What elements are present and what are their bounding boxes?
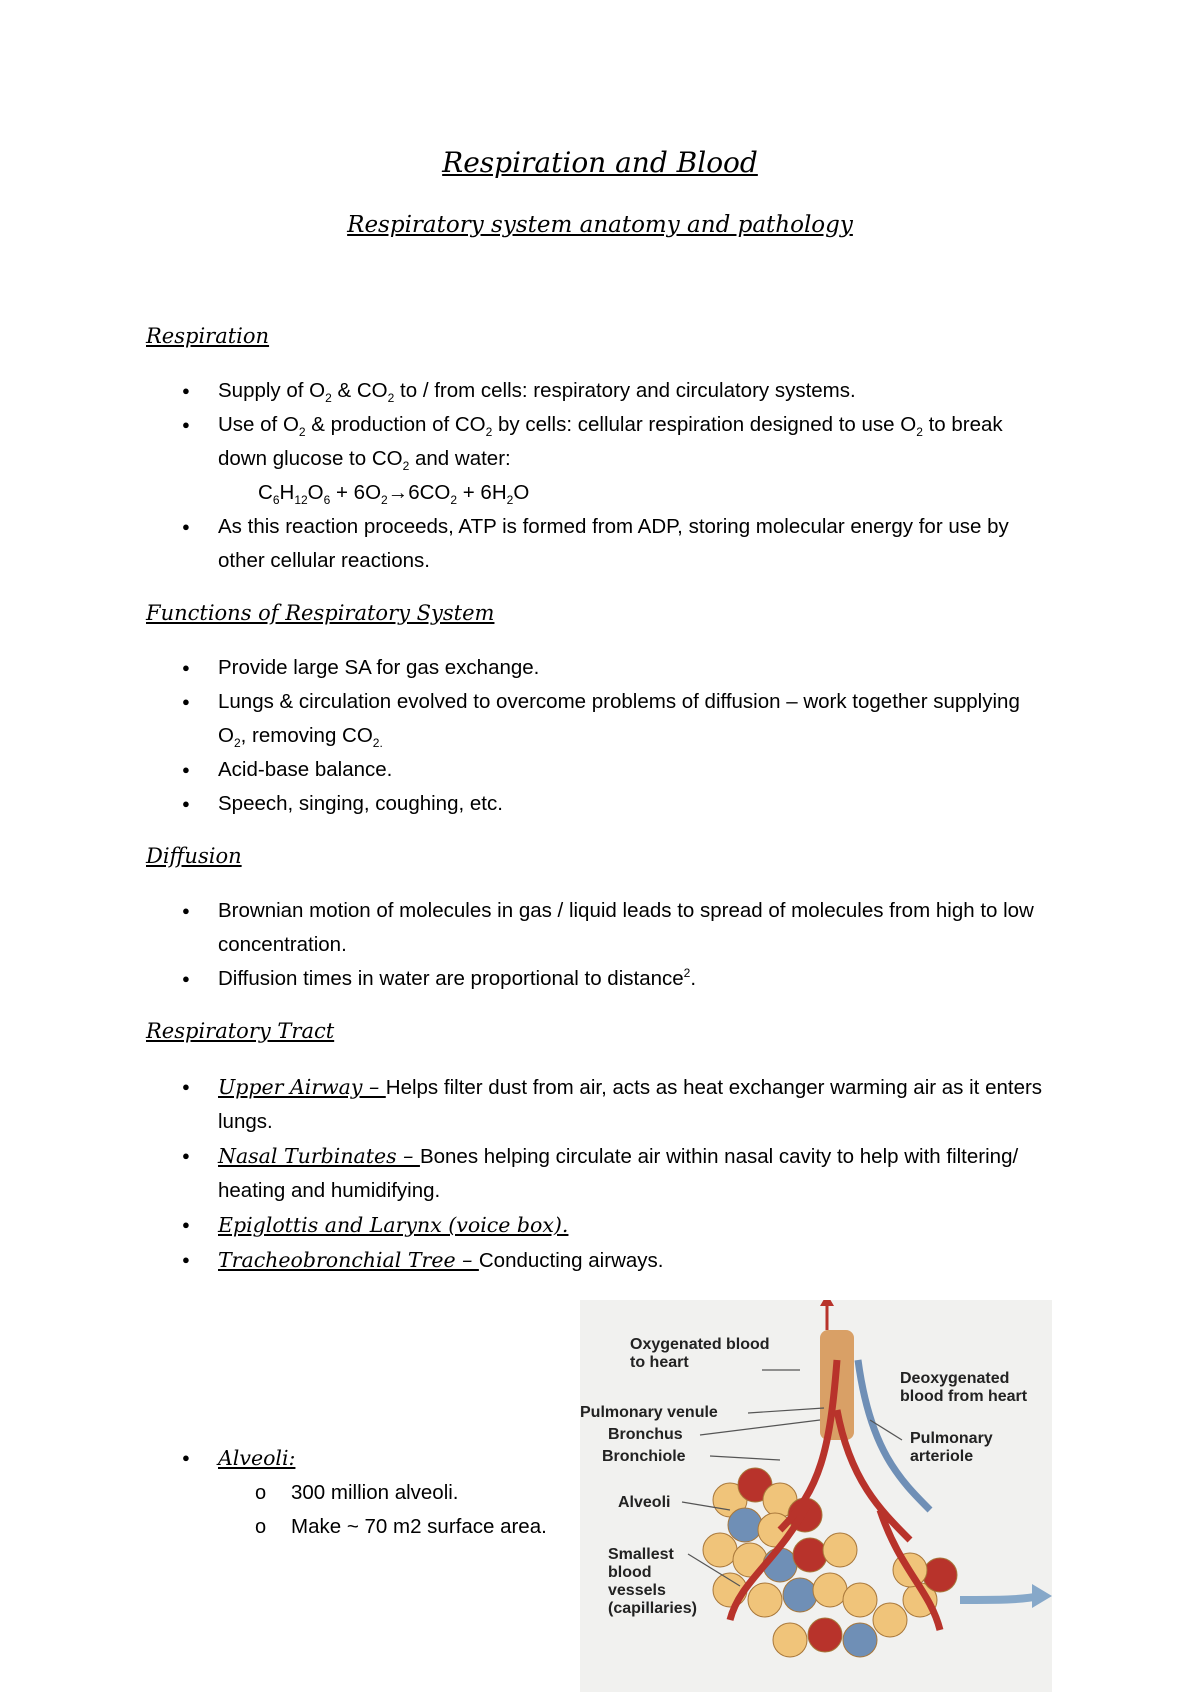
document-title: Respiration and Blood: [442, 146, 758, 179]
diffusion-list: [0, 894, 1200, 996]
alveolus-sac: [793, 1538, 827, 1572]
alveolus-sac: [873, 1603, 907, 1637]
list-item: o 300 million alveoli.: [218, 1476, 1048, 1510]
list-item: ● Use of $O_2$ & production of $CO_2$ by cells: cellular respiration designed to use $O_2$ to break down glucose to $CO_2$ and water: $C_6H_{12}O_6 + 6O_2\to 6CO_2 + 6H_2O$: [0, 408, 1048, 510]
heading-diffusion: Diffusion: [146, 844, 242, 868]
alveolus-sac: [783, 1578, 817, 1612]
list-item: ● Speech, singing, coughing, etc.: [0, 787, 1048, 821]
heading-respiratory-tract: Respiratory Tract: [146, 1019, 335, 1043]
respiration-list: [0, 374, 1200, 578]
label-bronchus: Bronchus: [608, 1426, 683, 1443]
list-item: ● Brownian motion of molecules in gas / liquid leads to spread of molecules from high to low concentration.: [0, 894, 1048, 962]
alveolus-sac: [843, 1623, 877, 1657]
tract-list: [0, 1070, 1200, 1278]
chemical-equation: $C_6H_{12}O_6 + 6O_2\to 6CO_2 + 6H_2O$: [258, 481, 530, 508]
functions-list: [0, 651, 1200, 821]
label-pulmonary-arteriole: Pulmonary arteriole: [910, 1430, 993, 1465]
list-item: ● As this reaction proceeds, ATP is formed from ADP, storing molecular energy for use by other cellular reactions.: [0, 510, 1048, 578]
list-item: ● Nasal Turbinates – Bones helping circulate air within nasal cavity to help with filtering/ heating and humidifying.: [0, 1139, 1048, 1208]
label-capillaries: Smallest blood vessels (capillaries): [608, 1546, 697, 1617]
document-subtitle: Respiratory system anatomy and pathology: [347, 212, 853, 238]
list-item: ● Alveoli: o 300 million alveoli. o Make ~ 70 m2 surface area.: [0, 1441, 1048, 1544]
alveolus-sac: [808, 1618, 842, 1652]
list-item: ● Provide large SA for gas exchange.: [0, 651, 1048, 685]
list-item: ● Tracheobronchial Tree – Conducting airways.: [0, 1243, 1048, 1278]
upward-arrow-head: [820, 1300, 834, 1306]
label-bronchiole: Bronchiole: [602, 1448, 686, 1465]
heading-respiration: Respiration: [146, 324, 270, 348]
label-deoxygenated-blood: Deoxygenated blood from heart: [900, 1370, 1028, 1405]
alveolus-sac: [813, 1573, 847, 1607]
list-item: ● Acid-base balance.: [0, 753, 1048, 787]
alveolus-sac: [923, 1558, 957, 1592]
list-item: ● Lungs & circulation evolved to overcome problems of diffusion – work together supplying $O_2$, removing $CO_{2.}$: [0, 685, 1048, 753]
list-item: ● Diffusion times in water are proportional to distance$^2$.: [0, 962, 1048, 996]
alveolus-sac: [703, 1533, 737, 1567]
alveolus-sac: [823, 1533, 857, 1567]
label-pulmonary-venule: Pulmonary venule: [580, 1404, 718, 1421]
list-item: o Make ~ 70 m2 surface area.: [218, 1510, 1048, 1544]
arrow-icon: →: [387, 481, 409, 504]
list-item: ● Epiglottis and Larynx (voice box).: [0, 1208, 1048, 1243]
alveolus-sac: [843, 1583, 877, 1617]
heading-functions: Functions of Respiratory System: [146, 601, 495, 625]
label-alveoli: Alveoli: [618, 1494, 671, 1511]
list-item: ● Supply of $O_2$ & $CO_2$ to / from cells: respiratory and circulatory systems.: [0, 374, 1048, 408]
label-oxygenated-blood: Oxygenated blood to heart: [630, 1336, 770, 1371]
alveoli-diagram: [580, 1300, 1052, 1692]
list-item: ● Upper Airway – Helps filter dust from air, acts as heat exchanger warming air as it enters lungs.: [0, 1070, 1048, 1139]
alveolus-sac: [728, 1508, 762, 1542]
outflow-arrow-head: [1032, 1584, 1052, 1608]
alveolus-sac: [748, 1583, 782, 1617]
outflow-arrow: [960, 1596, 1040, 1600]
alveolus-sac: [773, 1623, 807, 1657]
